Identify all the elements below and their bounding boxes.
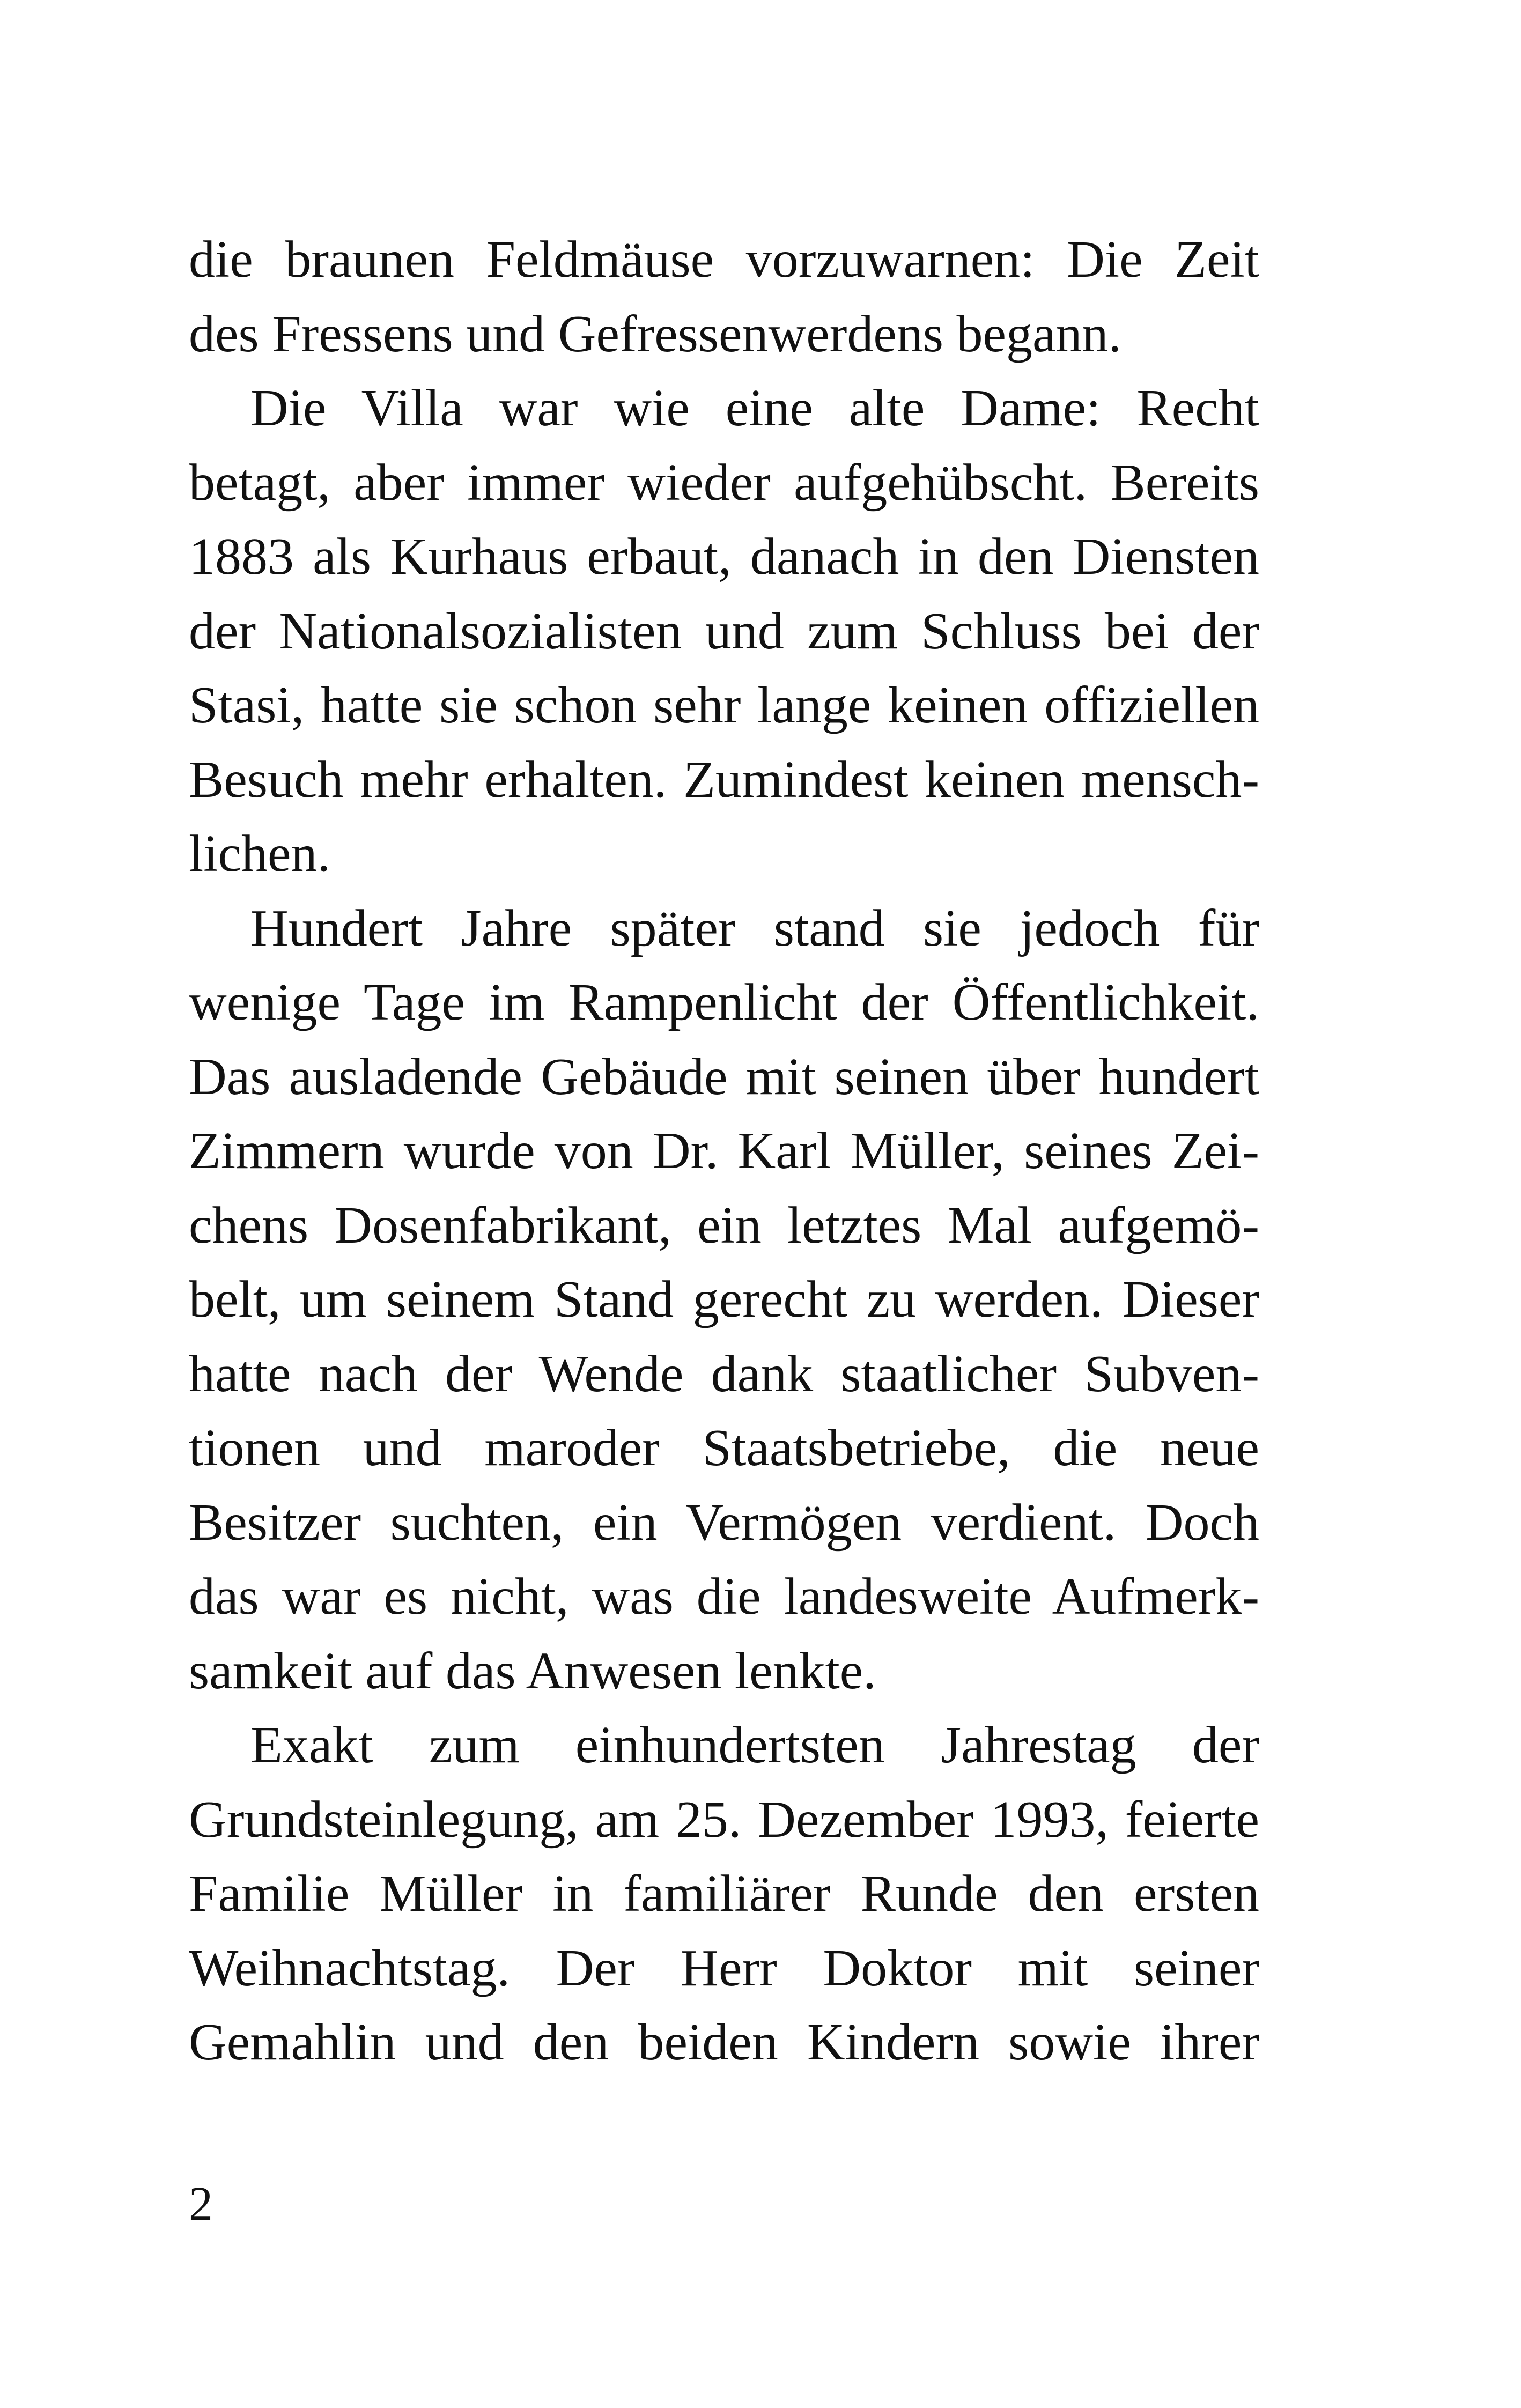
text-line: betagt, aber immer wieder aufgehübscht. Bereits	[189, 453, 1259, 512]
text-line: Die Villa war wie eine alte Dame: Recht	[250, 379, 1259, 437]
paragraph-2	[189, 371, 1259, 891]
text-line: Exakt zum einhundertsten Jahrestag der	[250, 1716, 1259, 1774]
text-line: chens Dosenfabrikant, ein letztes Mal aufgemö-	[189, 1196, 1259, 1254]
body-text	[189, 223, 1259, 2080]
text-line: wenige Tage im Rampenlicht der Öffentlichkeit.	[189, 973, 1259, 1031]
text-line: das war es nicht, was die landesweite Aufmerk-	[189, 1568, 1259, 1626]
text-line: 1883 als Kurhaus erbaut, danach in den Diensten	[189, 528, 1259, 586]
text-line: hatte nach der Wende dank staatlicher Subven-	[189, 1345, 1259, 1403]
text-line: Besuch mehr erhalten. Zumindest keinen mensch-	[189, 750, 1259, 809]
paragraph-4	[189, 1708, 1259, 2080]
text-line: Gemahlin und den beiden Kindern sowie ihrer	[189, 2013, 1259, 2071]
text-line: des Fressens und Gefressenwerdens begann.	[189, 305, 1122, 363]
text-line: Grundsteinlegung, am 25. Dezember 1993, feierte	[189, 1790, 1259, 1849]
text-line: Zimmern wurde von Dr. Karl Müller, seines Zei-	[189, 1122, 1259, 1180]
text-line: der Nationalsozialisten und zum Schluss bei der	[189, 602, 1259, 660]
text-line: belt, um seinem Stand gerecht zu werden. Dieser	[189, 1271, 1259, 1328]
text-line: tionen und maroder Staatsbetriebe, die neue	[189, 1419, 1259, 1477]
paragraph-3	[189, 891, 1259, 1709]
paragraph-1	[189, 223, 1259, 371]
text-line: Stasi, hatte sie schon sehr lange keinen offiziellen	[189, 676, 1259, 734]
text-line: Hundert Jahre später stand sie jedoch für	[250, 899, 1259, 957]
text-line: Das ausladende Gebäude mit seinen über hundert	[189, 1047, 1259, 1106]
text-line: samkeit auf das Anwesen lenkte.	[189, 1642, 876, 1700]
text-line: Weihnachtstag. Der Herr Doktor mit seiner	[189, 1939, 1259, 1997]
page-number: 2	[189, 2177, 213, 2230]
text-line: Besitzer suchten, ein Vermögen verdient. Doch	[189, 1493, 1259, 1552]
text-line: lichen.	[189, 825, 330, 883]
text-line: Familie Müller in familiärer Runde den ersten	[189, 1865, 1259, 1923]
text-line: die braunen Feldmäuse vorzuwarnen: Die Zeit	[189, 231, 1259, 289]
